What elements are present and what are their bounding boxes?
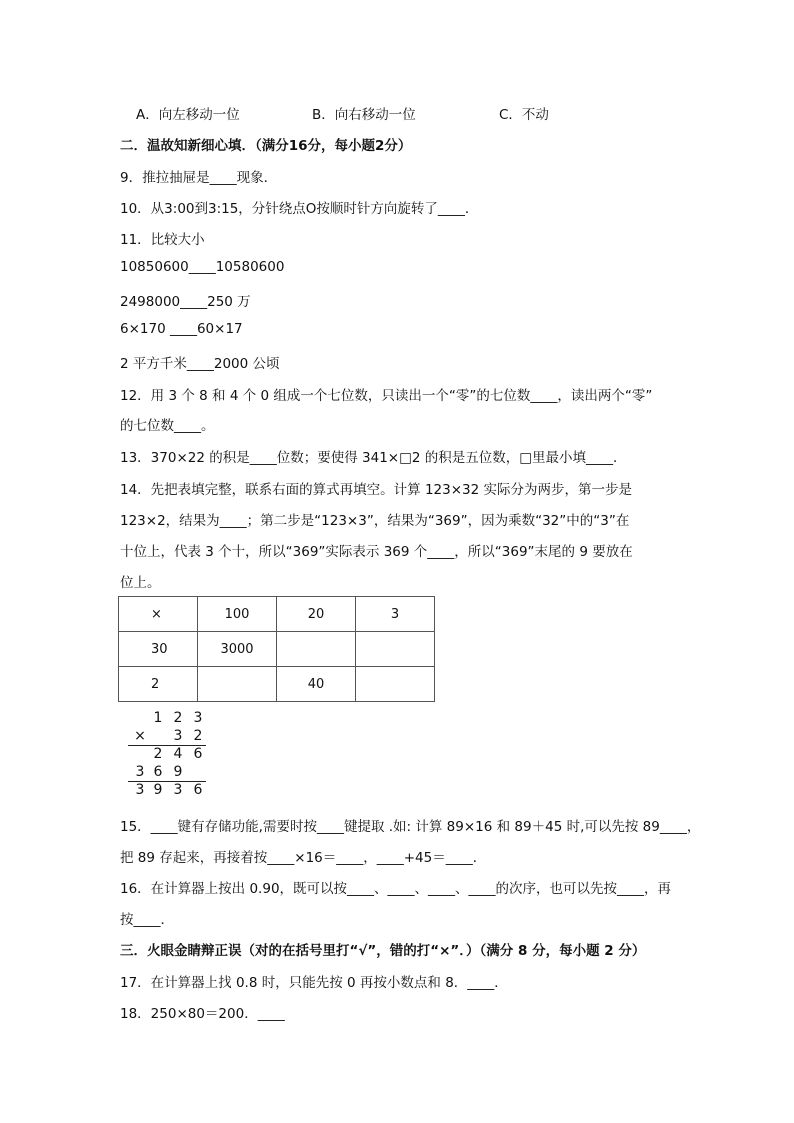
question-15-line-2: 把 89 存起来，再接着按____×16＝____，____+45＝____． — [120, 850, 487, 866]
digit: 3 — [173, 728, 183, 744]
table-cell: × — [119, 597, 198, 632]
option-c: C．不动 — [499, 107, 549, 123]
compare-item: 2498000____250 万 — [120, 294, 251, 310]
digit: 9 — [173, 764, 183, 780]
table-cell: 100 — [198, 597, 277, 632]
multiplicand-row — [128, 710, 218, 728]
section-2-heading: 二．温故知新细心填．（满分16分，每小题2分） — [120, 138, 412, 154]
question-16-line-1: 16．在计算器上按出 0.90，既可以按____、____、____、____的次序，也可以先按____，再 — [120, 881, 672, 897]
question-9: 9．推拉抽屉是____现象． — [120, 170, 278, 186]
result-row — [128, 782, 218, 800]
partial-product-row — [128, 764, 218, 782]
compare-item: 10850600____10580600 — [120, 259, 285, 275]
compare-item: 6×170 ____60×17 — [120, 321, 243, 337]
digit: 6 — [193, 782, 203, 798]
table-cell: 30 — [119, 632, 198, 667]
table-cell: 3 — [356, 597, 435, 632]
digit: 1 — [153, 710, 163, 726]
question-14-line-3: 十位上，代表 3 个十，所以“369”实际表示 369 个____，所以“369”末尾的 9 要放在 — [120, 544, 633, 560]
question-14-line-2: 123×2，结果为____；第二步是“123×3”，结果为“369”，因为乘数“32”中的“3”在 — [120, 513, 630, 529]
digit: 3 — [135, 764, 145, 780]
table-row — [119, 597, 435, 632]
question-12-line-2: 的七位数____。 — [120, 418, 215, 434]
digit: 2 — [173, 710, 183, 726]
question-15-line-1: 15．____键有存储功能,需要时按____键提取 .如: 计算 89×16 和 89＋45 时,可以先按 89____， — [120, 819, 701, 835]
question-11-stem: 11．比较大小 — [120, 232, 205, 248]
table-cell — [198, 667, 277, 702]
digit: 6 — [193, 746, 203, 762]
table-cell — [277, 632, 356, 667]
table-cell: 40 — [277, 667, 356, 702]
times-sign: × — [134, 728, 146, 744]
table-cell: 2 — [119, 667, 198, 702]
section-3-heading: 三．火眼金睛辩正误（对的在括号里打“√”，错的打“×”．）（满分 8 分，每小题 2 分） — [120, 943, 646, 959]
question-13: 13．370×22 的积是____位数；要使得 341×□2 的积是五位数，□里最小填____． — [120, 450, 627, 466]
table-cell — [356, 632, 435, 667]
question-12-line-1: 12．用 3 个 8 和 4 个 0 组成一个七位数，只读出一个“零”的七位数____，读出两个“零” — [120, 388, 653, 404]
question-14-line-4: 位上。 — [120, 575, 161, 591]
question-17: 17．在计算器上找 0.8 时，只能先按 0 再按小数点和 8．____． — [120, 975, 508, 991]
table-row — [119, 632, 435, 667]
vertical-multiplication — [128, 710, 218, 800]
table-cell: 20 — [277, 597, 356, 632]
digit: 2 — [193, 728, 203, 744]
digit: 9 — [153, 782, 163, 798]
question-18: 18．250×80＝200．____ — [120, 1006, 285, 1022]
partial-product-row — [128, 746, 218, 764]
multiplier-row — [128, 728, 218, 746]
table-row — [119, 667, 435, 702]
option-b: B．向右移动一位 — [312, 107, 416, 123]
question-10: 10．从3:00到3:15，分针绕点O按顺时针方向旋转了____． — [120, 201, 479, 217]
compare-item: 2 平方千米____2000 公顷 — [120, 356, 280, 372]
option-a: A．向左移动一位 — [136, 107, 240, 123]
question-14-line-1: 14．先把表填完整，联系右面的算式再填空。计算 123×32 实际分为两步，第一步是 — [120, 482, 633, 498]
digit: 3 — [193, 710, 203, 726]
digit: 3 — [135, 782, 145, 798]
table-cell: 3000 — [198, 632, 277, 667]
table-cell — [356, 667, 435, 702]
digit: 4 — [173, 746, 183, 762]
digit: 2 — [153, 746, 163, 762]
digit: 6 — [153, 764, 163, 780]
question-16-line-2: 按____． — [120, 912, 174, 928]
multiplication-table — [118, 596, 435, 702]
digit: 3 — [173, 782, 183, 798]
